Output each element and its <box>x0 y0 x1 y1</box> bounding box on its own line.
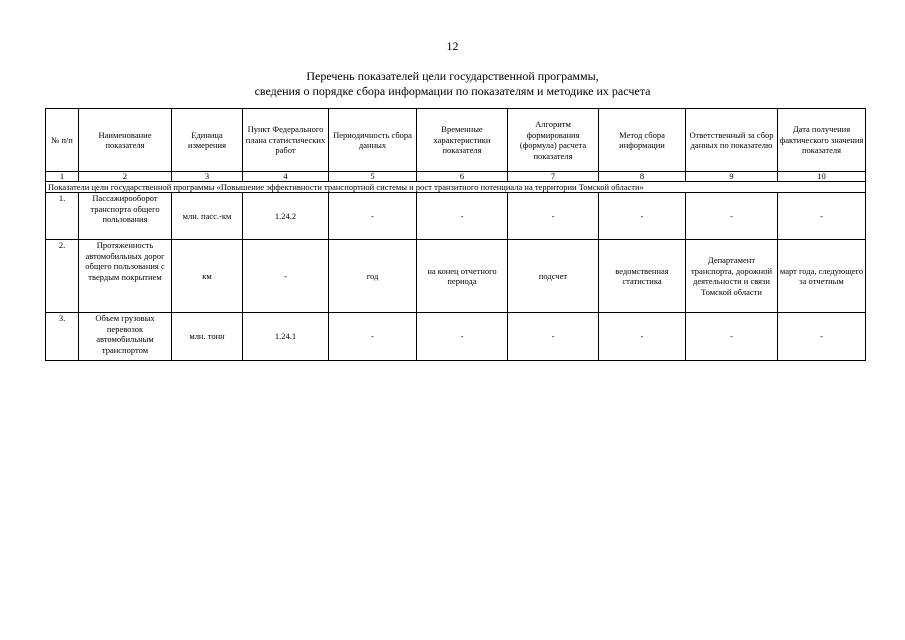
date-cell: март года, следующего за отчетным <box>778 240 866 313</box>
date-cell: - <box>778 193 866 240</box>
method-cell: - <box>599 193 686 240</box>
header-cell: Метод сбора информации <box>599 109 686 172</box>
header-cell: Периодичность сбора данных <box>329 109 417 172</box>
plan-item-cell: - <box>243 240 329 313</box>
indicator-name: Объем грузовых перевозок автомобильным транспортом <box>79 313 172 361</box>
periodicity-cell: - <box>329 313 417 361</box>
header-row <box>46 109 866 172</box>
header-cell: Временные характеристики показателя <box>417 109 508 172</box>
periodicity-cell: год <box>329 240 417 313</box>
column-number: 5 <box>329 172 417 182</box>
indicator-name: Пассажирооборот транспорта общего пользования <box>79 193 172 240</box>
periodicity-cell: - <box>329 193 417 240</box>
table-row <box>46 240 866 313</box>
header-cell: Ответственный за сбор данных по показателю <box>686 109 778 172</box>
method-cell: - <box>599 313 686 361</box>
column-number: 6 <box>417 172 508 182</box>
column-number: 1 <box>46 172 79 182</box>
column-number: 9 <box>686 172 778 182</box>
row-number: 3. <box>46 313 79 361</box>
header-cell: Дата получения фактического значения показателя <box>778 109 866 172</box>
column-number: 10 <box>778 172 866 182</box>
responsible-cell: - <box>686 313 778 361</box>
title-line-1: Перечень показателей цели государственной программы, <box>306 69 599 83</box>
row-number: 1. <box>46 193 79 240</box>
date-cell: - <box>778 313 866 361</box>
row-number: 2. <box>46 240 79 313</box>
unit-cell: млн. тонн <box>172 313 243 361</box>
column-number: 2 <box>79 172 172 182</box>
column-number: 8 <box>599 172 686 182</box>
header-cell: № п/п <box>46 109 79 172</box>
header-cell: Пункт Федерального плана статистических работ <box>243 109 329 172</box>
algorithm-cell: - <box>508 313 599 361</box>
title-line-2: сведения о порядке сбора информации по показателям и методике их расчета <box>254 84 651 98</box>
method-cell: ведомственная статистика <box>599 240 686 313</box>
section-row <box>46 182 866 193</box>
indicator-name: Протяженность автомобильных дорог общего пользования с твердым покрытием <box>79 240 172 313</box>
column-number-row <box>46 172 866 182</box>
table-row <box>46 193 866 240</box>
time-cell: - <box>417 313 508 361</box>
header-cell: Алгоритм формирования (формула) расчета показателя <box>508 109 599 172</box>
header-cell: Наименование показателя <box>79 109 172 172</box>
plan-item-cell: 1.24.2 <box>243 193 329 240</box>
column-number: 3 <box>172 172 243 182</box>
plan-item-cell: 1.24.1 <box>243 313 329 361</box>
page-number: 12 <box>446 39 459 53</box>
time-cell: на конец отчетного периода <box>417 240 508 313</box>
column-number: 7 <box>508 172 599 182</box>
indicators-table <box>45 108 866 361</box>
document-title <box>0 69 905 99</box>
responsible-cell: - <box>686 193 778 240</box>
algorithm-cell: - <box>508 193 599 240</box>
responsible-cell: Департамент транспорта, дорожной деятельности и связи Томской области <box>686 240 778 313</box>
time-cell: - <box>417 193 508 240</box>
unit-cell: млн. пасс.-км <box>172 193 243 240</box>
table-row <box>46 313 866 361</box>
column-number: 4 <box>243 172 329 182</box>
algorithm-cell: подсчет <box>508 240 599 313</box>
header-cell: Единица измерения <box>172 109 243 172</box>
unit-cell: км <box>172 240 243 313</box>
section-title: Показатели цели государственной программы «Повышение эффективности транспортной системы и рост транзитного потенциала на территории Томской области» <box>46 182 866 193</box>
